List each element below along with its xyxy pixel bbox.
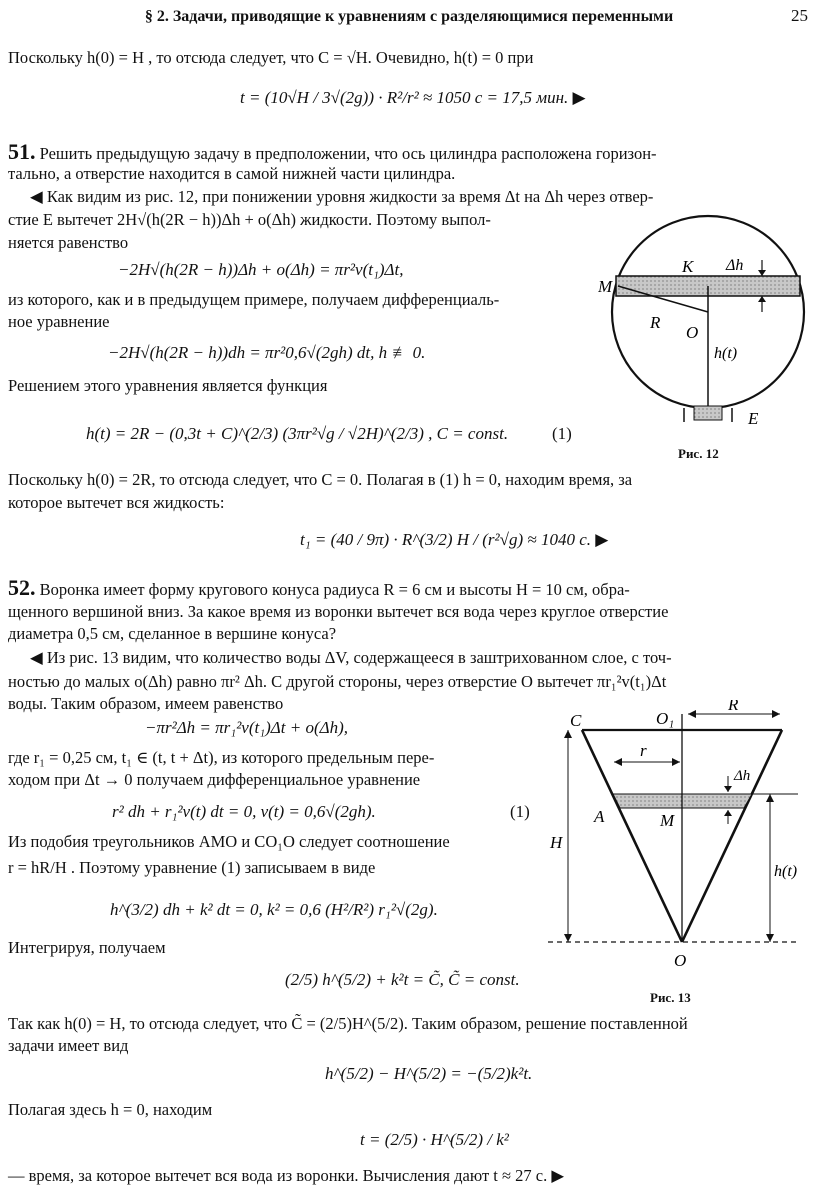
text-line: ностью до малых o(Δh) равно πr² Δh. С другой стороны, через отверстие O вытечет πr₁²v(t₁)Δt [8, 672, 667, 691]
label-H: H [550, 833, 563, 852]
problem-51-line: 51. Решить предыдущую задачу в предположении, что ось цилиндра расположена горизон- [8, 139, 657, 164]
text-line: воды. Таким образом, имеем равенство [8, 694, 284, 713]
formula: t = (10√H / 3√(2g)) · R²/r² ≈ 1050 с = 17,5 мин. ▶ [240, 88, 586, 107]
formula: −πr²Δh = πr₁²v(t₁)Δt + o(Δh), [145, 718, 349, 737]
label-dh: Δh [726, 257, 744, 274]
page-header: § 2. Задачи, приводящие к уравнениям с разделяющимися переменными [144, 8, 674, 25]
text-line: Из подобия треугольников AMO и CO₁O следует соотношение [8, 832, 450, 851]
formula: r² dh + r₁²v(t) dt = 0, v(t) = 0,6√(2gh). [112, 802, 376, 821]
text-line: стие E вытечет 2H√(h(2R − h))Δh + o(Δh) жидкости. Поэтому выпол- [8, 210, 491, 229]
text-line: Решением этого уравнения является функция [8, 376, 328, 395]
text-line: ное уравнение [8, 312, 110, 331]
formula: (2/5) h^(5/2) + k²t = C̃, C̃ = const. [285, 970, 520, 989]
text-line: Так как h(0) = H, то отсюда следует, что C̃ = (2/5)H^(5/2). Таким образом, решение поставленной [8, 1014, 688, 1033]
formula: t₁ = (40 / 9π) · R^(3/2) H / (r²√g) ≈ 1040 с. ▶ [300, 530, 609, 549]
label-K: K [682, 257, 694, 276]
text-line: Полагая здесь h = 0, находим [8, 1100, 213, 1119]
label-ht: h(t) [774, 863, 798, 880]
label-ht: h(t) [714, 345, 738, 362]
text-line: няется равенство [8, 233, 129, 252]
text-line: тально, а отверстие находится в самой нижней части цилиндра. [8, 164, 456, 183]
label-r: r [640, 741, 647, 760]
figure-12-caption: Рис. 12 [678, 446, 719, 461]
label-A: A [594, 807, 605, 826]
text-line: из которого, как и в предыдущем примере, получаем дифференциаль- [8, 290, 500, 309]
problem-number: 52. [8, 575, 36, 600]
label-dh: Δh [734, 768, 751, 784]
formula: h(t) = 2R − (0,3t + C)^(2/3) (3πr²√g / √2H)^(2/3) , C = const. [86, 424, 509, 443]
text-line: Поскольку h(0) = H , то отсюда следует, что C = √H. Очевидно, h(t) = 0 при [8, 48, 534, 67]
text-line: ходом при Δt → 0 получаем дифференциальное уравнение [8, 770, 421, 789]
label-R: R [650, 313, 661, 332]
text-line: r = hR/H . Поэтому уравнение (1) записываем в виде [8, 858, 376, 877]
text-line: которое вытечет вся жидкость: [8, 493, 225, 512]
text-line: ◀ Как видим из рис. 12, при понижении уровня жидкости за время Δt на Δh через отвер- [30, 187, 654, 206]
equation-number: (1) [510, 802, 530, 821]
text-line: Поскольку h(0) = 2R, то отсюда следует, что C = 0. Полагая в (1) h = 0, находим время, за [8, 470, 633, 489]
text-line: — время, за которое вытечет вся вода из воронки. Вычисления дают t ≈ 27 с. ▶ [8, 1166, 565, 1185]
figure-12 [598, 200, 810, 440]
label-M: M [598, 277, 613, 296]
page-number: 25 [791, 6, 808, 25]
text-line: задачи имеет вид [8, 1036, 129, 1055]
label-M: M [660, 811, 675, 830]
text-line: щенного вершиной вниз. За какое время из воронки вытечет вся вода через круглое отверстие [8, 602, 669, 621]
formula: −2H√(h(2R − h))dh = πr²0,6√(2gh) dt, h ≢ 0. [108, 343, 426, 362]
figure-13-caption: Рис. 13 [650, 990, 691, 1005]
text-line: ◀ Из рис. 13 видим, что количество воды ΔV, содержащееся в заштрихованном слое, с точ- [30, 648, 672, 667]
formula: h^(5/2) − H^(5/2) = −(5/2)k²t. [325, 1064, 533, 1083]
figure-13 [548, 700, 810, 972]
label-E: E [748, 409, 759, 428]
label-R: R [728, 700, 739, 714]
problem-number: 51. [8, 139, 36, 164]
label-C: C [570, 711, 582, 730]
label-O1: O₁ [656, 709, 675, 728]
problem-52-line: 52. Воронка имеет форму кругового конуса радиуса R = 6 см и высоты H = 10 см, обра- [8, 575, 630, 600]
text-line: Интегрируя, получаем [8, 938, 166, 957]
formula: −2H√(h(2R − h))Δh + o(Δh) = πr²v(t₁)Δt, [118, 260, 404, 279]
equation-number: (1) [552, 424, 572, 443]
text-line: где r₁ = 0,25 см, t₁ ∈ (t, t + Δt), из которого предельным пере- [8, 748, 435, 767]
formula: h^(3/2) dh + k² dt = 0, k² = 0,6 (H²/R²) r₁²√(2g). [110, 900, 438, 919]
formula: t = (2/5) · H^(5/2) / k² [360, 1130, 509, 1149]
label-O: O [674, 951, 687, 970]
label-O: O [686, 323, 699, 342]
text-line: диаметра 0,5 см, сделанное в вершине конуса? [8, 624, 337, 643]
